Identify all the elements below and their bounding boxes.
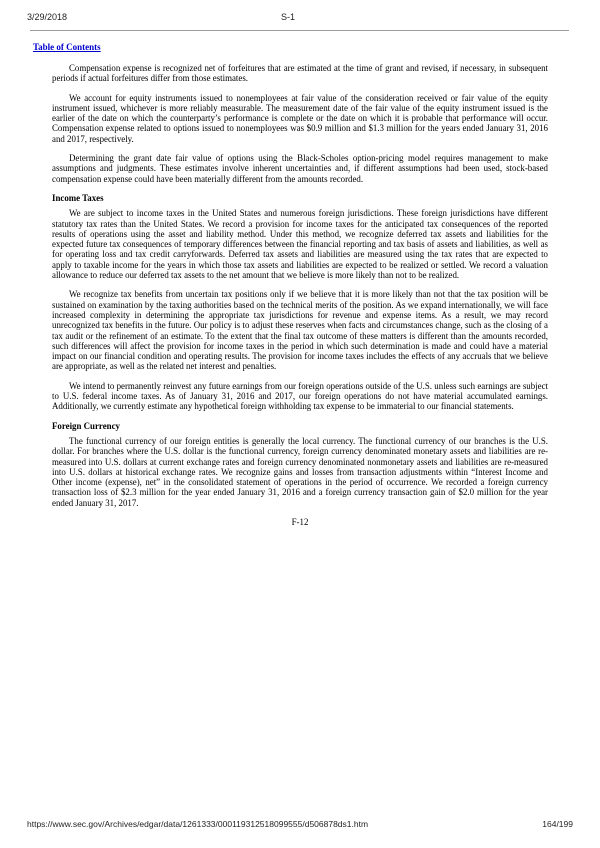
section-heading-foreign-currency: Foreign Currency xyxy=(52,420,120,431)
paragraph-compensation-forfeitures: Compensation expense is recognized net of forfeitures that are estimated at the time of grant and revised, if necessary, in subsequent periods if actual forfeitures differ from those estimates. xyxy=(52,63,548,84)
print-footer-url: https://www.sec.gov/Archives/edgar/data/1261333/000119312518099555/d506878ds1.htm xyxy=(27,819,369,829)
paragraph-nonemployee-equity: We account for equity instruments issued to nonemployees at fair value of the consideration received or fair value of the equity instrument issued, whichever is more reliably measurable. The measurement date of the fair value of the equity instrument issued is the earlier of the date on which the counterparty’s performance is complete or the date on which it is probable that performance will occur. Compensation expense related to options issued to nonemployees was $0.9 million and $1.3 million for the years ended January 31, 2016 and 2017, respectively. xyxy=(52,92,548,144)
print-header-date: 3/29/2018 xyxy=(27,12,68,22)
print-footer xyxy=(27,819,573,831)
print-header-doc-type: S-1 xyxy=(280,12,295,22)
section-heading-income-taxes: Income Taxes xyxy=(52,192,104,203)
paragraph-uncertain-tax-positions: We recognize tax benefits from uncertain tax positions only if we believe that it is more likely than not that the tax position will be sustained on examination by the taxing authorities based on the technical merits of the position. As we expand internationally, we will face increased complexity in determining the appropriate tax jurisdictions for revenue and expense items. As a result, we may record unrecognized tax benefits in the future. Our policy is to adjust these reserves when facts and circumstances change, such as the closing of a tax audit or the refinement of an estimate. To the extent that the final tax outcome of these matters is different than the amounts recorded, such differences will affect the provision for income taxes in the period in which such determination is made and could have a material impact on our financial condition and operating results. The provision for income taxes includes the effects of any accruals that we believe are appropriate, as well as the related net interest and penalties. xyxy=(52,289,548,372)
print-footer-page-indicator: 164/199 xyxy=(542,819,573,829)
paragraph-reinvest-foreign-earnings: We intend to permanently reinvest any future earnings from our foreign operations outside of the U.S. unless such earnings are subject to U.S. federal income taxes. As of January 31, 2016 and 2017, our foreign operations do not have material accumulated earnings. Additionally, we currently estimate any hypothetical foreign withholding tax expense to be immaterial to our financial statements. xyxy=(52,380,548,412)
document-page-number: F-12 xyxy=(291,516,309,527)
print-header xyxy=(27,12,573,24)
header-divider xyxy=(30,30,569,31)
paragraph-black-scholes: Determining the grant date fair value of options using the Black-Scholes option-pricing model requires management to make assumptions and judgments. These estimates involve inherent uncertainties and, if different assumptions had been used, stock-based compensation expense could have been materially different from the amounts recorded. xyxy=(52,153,548,184)
document-body xyxy=(52,63,548,527)
table-of-contents-link[interactable]: Table of Contents xyxy=(33,42,101,52)
paragraph-functional-currency: The functional currency of our foreign entities is generally the local currency. The functional currency of our branches is the U.S. dollar. For branches where the U.S. dollar is the functional currency, foreign currency denominated monetary assets and liabilities are re-measured into U.S. dollars at current exchange rates and foreign currency denominated nonmonetary assets and liabilities are re-measured into U.S. dollars at historical exchange rates. We recognize gains and losses from transaction adjustments within “Interest Income and Other income (expense), net” in the consolidated statement of operations in the period of occurrence. We recorded a foreign currency transaction loss of $2.3 million for the year ended January 31, 2016 and a foreign currency transaction gain of $2.0 million for the year ended January 31, 2017. xyxy=(52,435,548,508)
paragraph-income-taxes-method: We are subject to income taxes in the United States and numerous foreign jurisdictions. These foreign jurisdictions have different statutory tax rates than the United States. We record a provision for income taxes for the anticipated tax consequences of the reported results of operations using the asset and liability method. Under this method, we recognize deferred tax assets and liabilities for the expected future tax consequences of temporary differences between the financial reporting and tax basis of assets and liabilities, as well as for operating loss and tax credit carryforwards. Deferred tax assets and liabilities are measured using the tax rates that are expected to apply to taxable income for the years in which those tax assets and liabilities are expected to be realized or settled. We record a valuation allowance to reduce our deferred tax assets to the net amount that we believe is more likely than not to be realized. xyxy=(52,208,548,281)
